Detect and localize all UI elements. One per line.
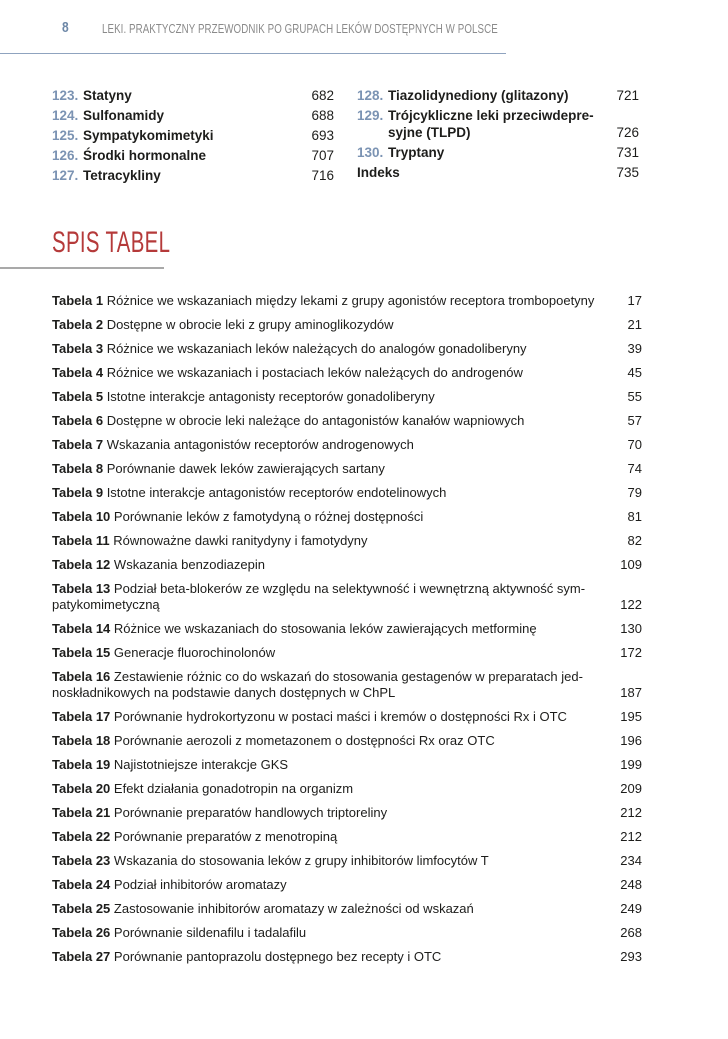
table-entry-text bbox=[52, 949, 612, 965]
table-entry-page: 187 bbox=[620, 685, 642, 700]
table-list-entry[interactable] bbox=[52, 581, 642, 613]
table-entry-label: Tabela 21 bbox=[52, 805, 111, 820]
table-entry-title: Różnice we wskazaniach między lekami z grupy agonistów receptora trombopoetyny bbox=[106, 293, 595, 308]
table-entry-label: Tabela 18 bbox=[52, 733, 111, 748]
table-entry-text bbox=[52, 645, 612, 661]
table-entry-text bbox=[52, 389, 612, 405]
table-entry-title: Dostępne w obrocie leki z grupy aminoglikozydów bbox=[106, 317, 394, 332]
toc-entry[interactable] bbox=[52, 127, 334, 144]
table-entry-title: Porównanie sildenafilu i tadalafilu bbox=[113, 925, 307, 940]
table-entry-page: 212 bbox=[620, 805, 642, 820]
toc-entry-page: 688 bbox=[311, 108, 334, 123]
table-entry-label: Tabela 10 bbox=[52, 509, 111, 524]
toc-entry[interactable] bbox=[52, 147, 334, 164]
table-entry-label: Tabela 14 bbox=[52, 621, 111, 636]
table-list-entry[interactable] bbox=[52, 829, 642, 845]
table-entry-page: 130 bbox=[620, 621, 642, 636]
table-entry-label: Tabela 4 bbox=[52, 365, 104, 380]
table-entry-label: Tabela 6 bbox=[52, 413, 104, 428]
table-list-entry[interactable] bbox=[52, 781, 642, 797]
table-list-entry[interactable] bbox=[52, 509, 642, 525]
toc-entry-number: 128. bbox=[357, 88, 384, 103]
table-list-entry[interactable] bbox=[52, 389, 642, 405]
table-entry-label: Tabela 25 bbox=[52, 901, 111, 916]
table-entry-text bbox=[52, 533, 612, 549]
table-entry-title: Równoważne dawki ranitydyny i famotydyny bbox=[113, 533, 368, 548]
table-list-entry[interactable] bbox=[52, 365, 642, 381]
table-entry-label: Tabela 2 bbox=[52, 317, 104, 332]
table-entry-label: Tabela 26 bbox=[52, 925, 111, 940]
table-list-entry[interactable] bbox=[52, 853, 642, 869]
table-entry-text bbox=[52, 437, 612, 453]
table-entry-title: Zastosowanie inhibitorów aromatazy w zależności od wskazań bbox=[113, 901, 474, 916]
table-entry-text bbox=[52, 757, 612, 773]
table-entry-text bbox=[52, 557, 612, 573]
section-divider bbox=[0, 267, 164, 269]
table-entry-title: Efekt działania gonadotropin na organizm bbox=[113, 781, 354, 796]
table-entry-page: 55 bbox=[627, 389, 642, 404]
table-entry-page: 234 bbox=[620, 853, 642, 868]
table-entry-title: Podział beta-blokerów ze względu na selektywność i wewnętrzną aktywność sym-patykomimetyczną bbox=[52, 581, 586, 612]
table-entry-label: Tabela 27 bbox=[52, 949, 111, 964]
table-entry-text bbox=[52, 317, 612, 333]
table-entry-text bbox=[52, 925, 612, 941]
toc-entry-label: Sulfonamidy bbox=[83, 108, 165, 123]
toc-entry-page: 731 bbox=[616, 145, 639, 160]
table-entry-text bbox=[52, 581, 612, 613]
table-entry-page: 268 bbox=[620, 925, 642, 940]
table-entry-label: Tabela 20 bbox=[52, 781, 111, 796]
toc-entry-number: 124. bbox=[52, 108, 79, 123]
table-entry-text bbox=[52, 461, 612, 477]
running-title: LEKI. PRAKTYCZNY PRZEWODNIK PO GRUPACH LEKÓW DOSTĘPNYCH W POLSCE bbox=[102, 22, 498, 36]
table-entry-title: Różnice we wskazaniach leków należących do analogów gonadoliberyny bbox=[106, 341, 527, 356]
table-entry-title: Wskazania antagonistów receptorów androgenowych bbox=[106, 437, 414, 452]
table-entry-page: 249 bbox=[620, 901, 642, 916]
toc-entry-number: 125. bbox=[52, 128, 79, 143]
table-entry-title: Porównanie hydrokortyzonu w postaci maści i kremów o dostępności Rx i OTC bbox=[113, 709, 567, 724]
table-entry-text bbox=[52, 781, 612, 797]
table-entry-page: 172 bbox=[620, 645, 642, 660]
toc-entry[interactable] bbox=[52, 87, 334, 104]
table-entry-title: Istotne interakcje antagonistów receptorów endotelinowych bbox=[106, 485, 447, 500]
section-title: SPIS TABEL bbox=[52, 226, 171, 259]
table-entry-label: Tabela 17 bbox=[52, 709, 111, 724]
toc-entry-number: 129. bbox=[357, 108, 384, 123]
toc-entry-number: 123. bbox=[52, 88, 79, 103]
table-entry-title: Porównanie aerozoli z mometazonem o dostępności Rx oraz OTC bbox=[113, 733, 495, 748]
page-number: 8 bbox=[62, 19, 69, 36]
toc-entry-number: 127. bbox=[52, 168, 79, 183]
table-list-entry[interactable] bbox=[52, 461, 642, 477]
table-list-entry[interactable] bbox=[52, 709, 642, 725]
table-entry-page: 109 bbox=[620, 557, 642, 572]
table-entry-label: Tabela 23 bbox=[52, 853, 111, 868]
table-entry-text bbox=[52, 733, 612, 749]
table-entry-page: 209 bbox=[620, 781, 642, 796]
toc-entry-page: 721 bbox=[616, 88, 639, 103]
toc-entry-label: Indeks bbox=[357, 165, 400, 180]
table-list-entry[interactable] bbox=[52, 533, 642, 549]
table-entry-label: Tabela 15 bbox=[52, 645, 111, 660]
table-entry-page: 70 bbox=[627, 437, 642, 452]
table-entry-text bbox=[52, 877, 612, 893]
toc-column-right bbox=[357, 87, 639, 184]
table-list-entry[interactable] bbox=[52, 925, 642, 941]
table-entry-text bbox=[52, 509, 612, 525]
table-entry-label: Tabela 11 bbox=[52, 533, 110, 548]
toc-entry-page: 693 bbox=[311, 128, 334, 143]
table-entry-title: Porównanie leków z famotydyną o różnej dostępności bbox=[113, 509, 424, 524]
table-entry-text bbox=[52, 365, 612, 381]
table-list-entry[interactable] bbox=[52, 485, 642, 501]
table-entry-page: 79 bbox=[627, 485, 642, 500]
toc-entry[interactable] bbox=[357, 107, 639, 141]
table-entry-page: 199 bbox=[620, 757, 642, 772]
toc-entry-page: 682 bbox=[311, 88, 334, 103]
table-list-entry[interactable] bbox=[52, 557, 642, 573]
table-entry-title: Porównanie preparatów z menotropiną bbox=[113, 829, 338, 844]
table-entry-text bbox=[52, 621, 612, 637]
table-entry-text bbox=[52, 293, 612, 309]
table-list-entry[interactable] bbox=[52, 669, 642, 701]
table-entry-page: 82 bbox=[627, 533, 642, 548]
table-entry-title: Zestawienie różnic co do wskazań do stosowania gestagenów w preparatach jed-noskładnikowych na podstawie danych dostępnych w ChPL bbox=[52, 669, 583, 700]
table-entry-text bbox=[52, 853, 612, 869]
toc-entry-label: Trójcykliczne leki przeciwdepre-syjne (TLPD) bbox=[388, 108, 594, 140]
table-entry-page: 39 bbox=[627, 341, 642, 356]
table-entry-label: Tabela 8 bbox=[52, 461, 104, 476]
table-list-entry[interactable] bbox=[52, 901, 642, 917]
toc-entry-label: Tryptany bbox=[388, 145, 445, 160]
toc-entry[interactable] bbox=[52, 167, 334, 184]
table-entry-title: Podział inhibitorów aromatazy bbox=[113, 877, 287, 892]
table-list-entry[interactable] bbox=[52, 805, 642, 821]
toc-entry-page: 735 bbox=[616, 165, 639, 180]
table-entry-title: Dostępne w obrocie leki należące do antagonistów kanałów wapniowych bbox=[106, 413, 525, 428]
table-entry-page: 196 bbox=[620, 733, 642, 748]
table-entry-page: 293 bbox=[620, 949, 642, 964]
table-entry-text bbox=[52, 413, 612, 429]
table-entry-page: 248 bbox=[620, 877, 642, 892]
table-entry-title: Porównanie preparatów handlowych triptoreliny bbox=[113, 805, 388, 820]
table-entry-text bbox=[52, 829, 612, 845]
table-entry-label: Tabela 12 bbox=[52, 557, 111, 572]
table-entry-label: Tabela 16 bbox=[52, 669, 111, 684]
tables-list bbox=[52, 293, 642, 973]
table-entry-label: Tabela 9 bbox=[52, 485, 104, 500]
toc-entry[interactable] bbox=[357, 144, 639, 161]
table-entry-label: Tabela 7 bbox=[52, 437, 104, 452]
header-divider bbox=[0, 53, 506, 54]
table-list-entry[interactable] bbox=[52, 317, 642, 333]
table-list-entry[interactable] bbox=[52, 757, 642, 773]
table-list-entry[interactable] bbox=[52, 341, 642, 357]
table-entry-page: 212 bbox=[620, 829, 642, 844]
table-entry-text bbox=[52, 669, 612, 701]
table-entry-label: Tabela 5 bbox=[52, 389, 104, 404]
table-entry-page: 81 bbox=[627, 509, 642, 524]
table-list-entry[interactable] bbox=[52, 949, 642, 965]
table-entry-page: 74 bbox=[627, 461, 642, 476]
table-list-entry[interactable] bbox=[52, 293, 642, 309]
table-entry-title: Generacje fluorochinolonów bbox=[113, 645, 276, 660]
table-list-entry[interactable] bbox=[52, 877, 642, 893]
table-entry-page: 45 bbox=[627, 365, 642, 380]
toc-entry-page: 726 bbox=[616, 125, 639, 140]
toc-entry-label: Tetracykliny bbox=[83, 168, 161, 183]
table-entry-text bbox=[52, 901, 612, 917]
page-header bbox=[0, 0, 728, 56]
table-entry-title: Wskazania benzodiazepin bbox=[113, 557, 265, 572]
table-entry-label: Tabela 24 bbox=[52, 877, 111, 892]
table-entry-text bbox=[52, 341, 612, 357]
table-entry-title: Istotne interakcje antagonisty receptorów gonadoliberyny bbox=[106, 389, 435, 404]
table-entry-text bbox=[52, 485, 612, 501]
table-entry-page: 195 bbox=[620, 709, 642, 724]
table-list-entry[interactable] bbox=[52, 645, 642, 661]
table-entry-title: Różnice we wskazaniach i postaciach leków należących do androgenów bbox=[106, 365, 523, 380]
toc-entry-page: 716 bbox=[311, 168, 334, 183]
table-entry-title: Wskazania do stosowania leków z grupy inhibitorów limfocytów T bbox=[113, 853, 489, 868]
toc-entry-number: 126. bbox=[52, 148, 79, 163]
toc-entry-page: 707 bbox=[311, 148, 334, 163]
table-entry-label: Tabela 3 bbox=[52, 341, 104, 356]
table-entry-page: 17 bbox=[627, 293, 642, 308]
toc-entry[interactable] bbox=[52, 107, 334, 124]
table-entry-title: Porównanie dawek leków zawierających sartany bbox=[106, 461, 385, 476]
toc-entry[interactable] bbox=[357, 87, 639, 104]
table-entry-label: Tabela 22 bbox=[52, 829, 111, 844]
table-list-entry[interactable] bbox=[52, 437, 642, 453]
table-entry-title: Porównanie pantoprazolu dostępnego bez recepty i OTC bbox=[113, 949, 442, 964]
toc-entry-label: Tiazolidynediony (glitazony) bbox=[388, 88, 569, 103]
toc-column-left bbox=[52, 87, 334, 187]
table-entry-text bbox=[52, 805, 612, 821]
table-entry-title: Najistotniejsze interakcje GKS bbox=[113, 757, 289, 772]
table-entry-page: 57 bbox=[627, 413, 642, 428]
toc-entry-label: Środki hormonalne bbox=[83, 148, 207, 163]
table-entry-text bbox=[52, 709, 612, 725]
table-entry-label: Tabela 19 bbox=[52, 757, 111, 772]
toc-entry[interactable] bbox=[357, 164, 639, 181]
table-entry-title: Różnice we wskazaniach do stosowania leków zawierających metforminę bbox=[113, 621, 537, 636]
toc-entry-label: Sympatykomimetyki bbox=[83, 128, 214, 143]
toc-entry-number: 130. bbox=[357, 145, 384, 160]
table-list-entry[interactable] bbox=[52, 733, 642, 749]
table-list-entry[interactable] bbox=[52, 621, 642, 637]
table-entry-page: 21 bbox=[627, 317, 642, 332]
table-list-entry[interactable] bbox=[52, 413, 642, 429]
table-entry-page: 122 bbox=[620, 597, 642, 612]
table-entry-label: Tabela 13 bbox=[52, 581, 111, 596]
toc-entry-label: Statyny bbox=[83, 88, 132, 103]
table-entry-label: Tabela 1 bbox=[52, 293, 104, 308]
